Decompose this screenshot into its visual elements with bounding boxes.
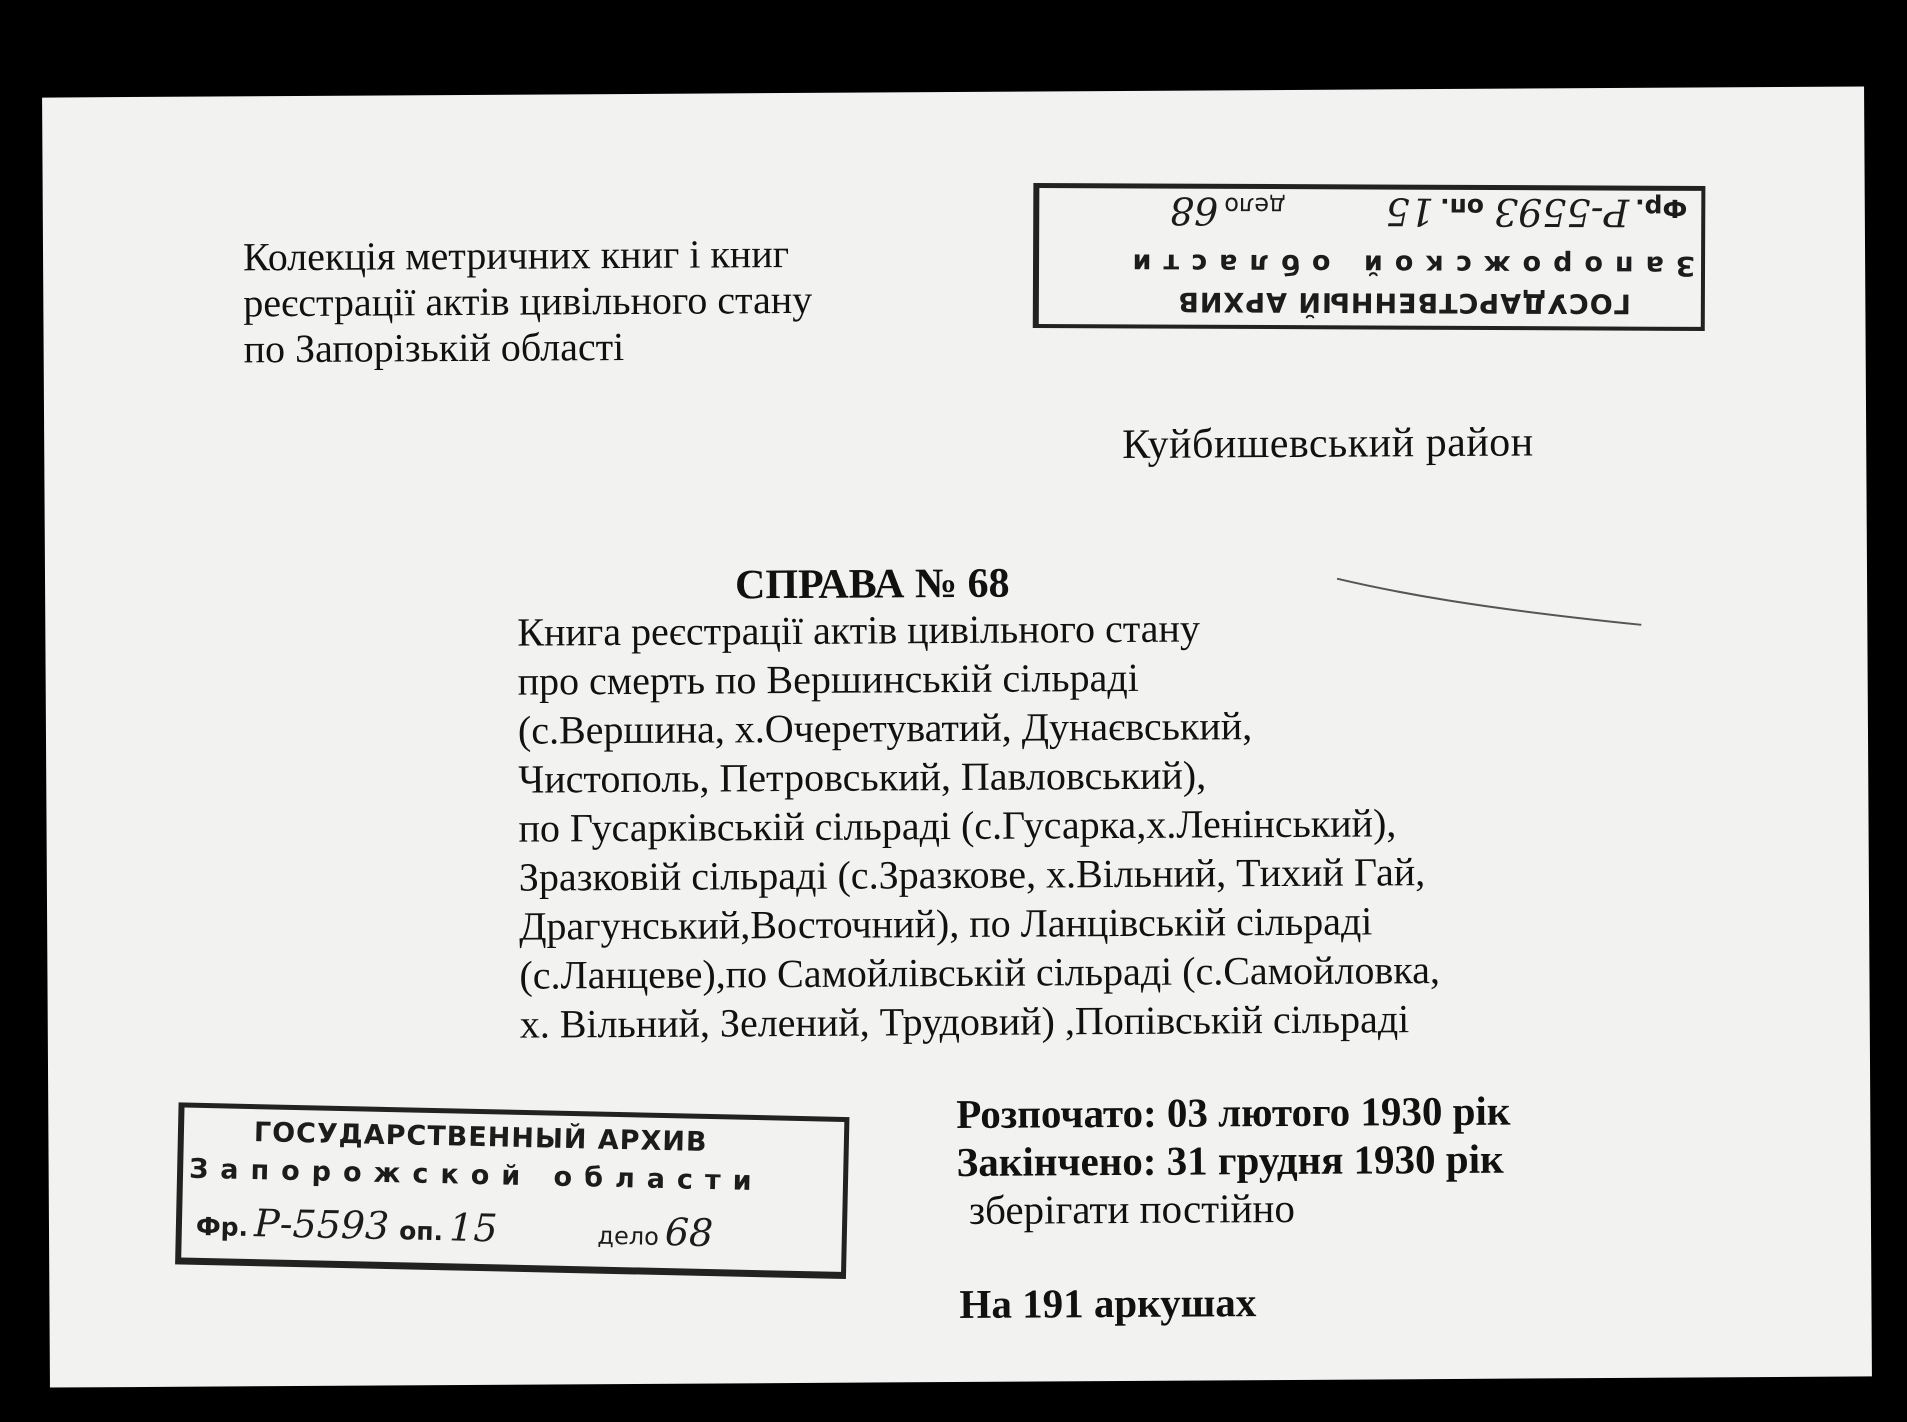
stamp-fond-number: Р-5593 [1493,190,1630,235]
document-sheet [42,86,1872,1387]
case-description-line: Зразковій сільраді (с.Зразкове, х.Вільний, Тихий Гай, [518,849,1426,900]
sheet-count: На 191 аркушах [959,1279,1257,1327]
stamp-opis-prefix: оп. [1439,192,1485,222]
case-description [517,602,1440,1049]
case-description-line: (с.Вершина, х.Очеретуватий, Дунаєвський, [517,703,1253,753]
stamp-fond-prefix: Фр. [1635,193,1688,223]
stamp-opis-number: 15 [1385,189,1435,234]
stamp-opis-prefix: оп. [398,1216,444,1247]
end-date: Закінчено: 31 грудня 1930 рік [956,1135,1504,1186]
collection-header-line: реєстрації актів цивільного стану [243,276,813,326]
stamp-delo-prefix: дело [597,1221,660,1251]
archive-stamp-bottom [175,1102,849,1279]
collection-header-line: по Запорізькій області [243,324,625,372]
stamp-archive-name: ГОСУДАРСТВЕННЫЙ АРХИВ [253,1117,708,1158]
case-dates [956,1087,1511,1234]
stamp-delo-number: 68 [1169,188,1219,233]
stamp-fond-prefix: Фр. [195,1211,249,1242]
stamp-delo-number: 68 [664,1210,714,1256]
stamp-reference [1160,189,1688,235]
case-description-line: Драгунський,Восточний), по Ланцівській сільраді [519,898,1373,949]
case-description-line: Книга реєстрації актів цивільного стану [517,605,1201,655]
stamp-reference [196,1200,724,1255]
start-date: Розпочато: 03 лютого 1930 рік [956,1087,1511,1138]
collection-header [243,231,813,372]
archive-stamp-top [1033,183,1706,331]
district-name: Куйбишевський район [1122,419,1534,468]
retention-note: зберігати постійно [968,1184,1296,1233]
case-title: СПРАВА № 68 [734,560,1010,609]
case-description-line: (с.Ланцеве),по Самойлівській сільраді (с.Самойловка, [519,947,1441,998]
stamp-archive-name: ГОСУДАРСТВЕННЫЙ АРХИВ [1177,285,1631,319]
stamp-region: Запорожской области [188,1153,764,1198]
stamp-region: Запорожской области [1120,247,1696,281]
case-description-line: по Гусарківській сільраді (с.Гусарка,х.Ленінський), [518,800,1397,851]
case-description-line: про смерть по Вершинській сільраді [517,654,1139,704]
case-description-line: х. Вільний, Зелений, Трудовий) ,Попівській сільраді [519,996,1410,1047]
stamp-delo-prefix: дело [1224,191,1286,221]
stamp-opis-number: 15 [448,1205,499,1251]
collection-header-line: Колекція метричних книг і книг [242,231,790,280]
stamp-fond-number: Р-5593 [253,1201,390,1249]
case-description-line: Чистополь, Петровський, Павловський), [518,752,1207,802]
